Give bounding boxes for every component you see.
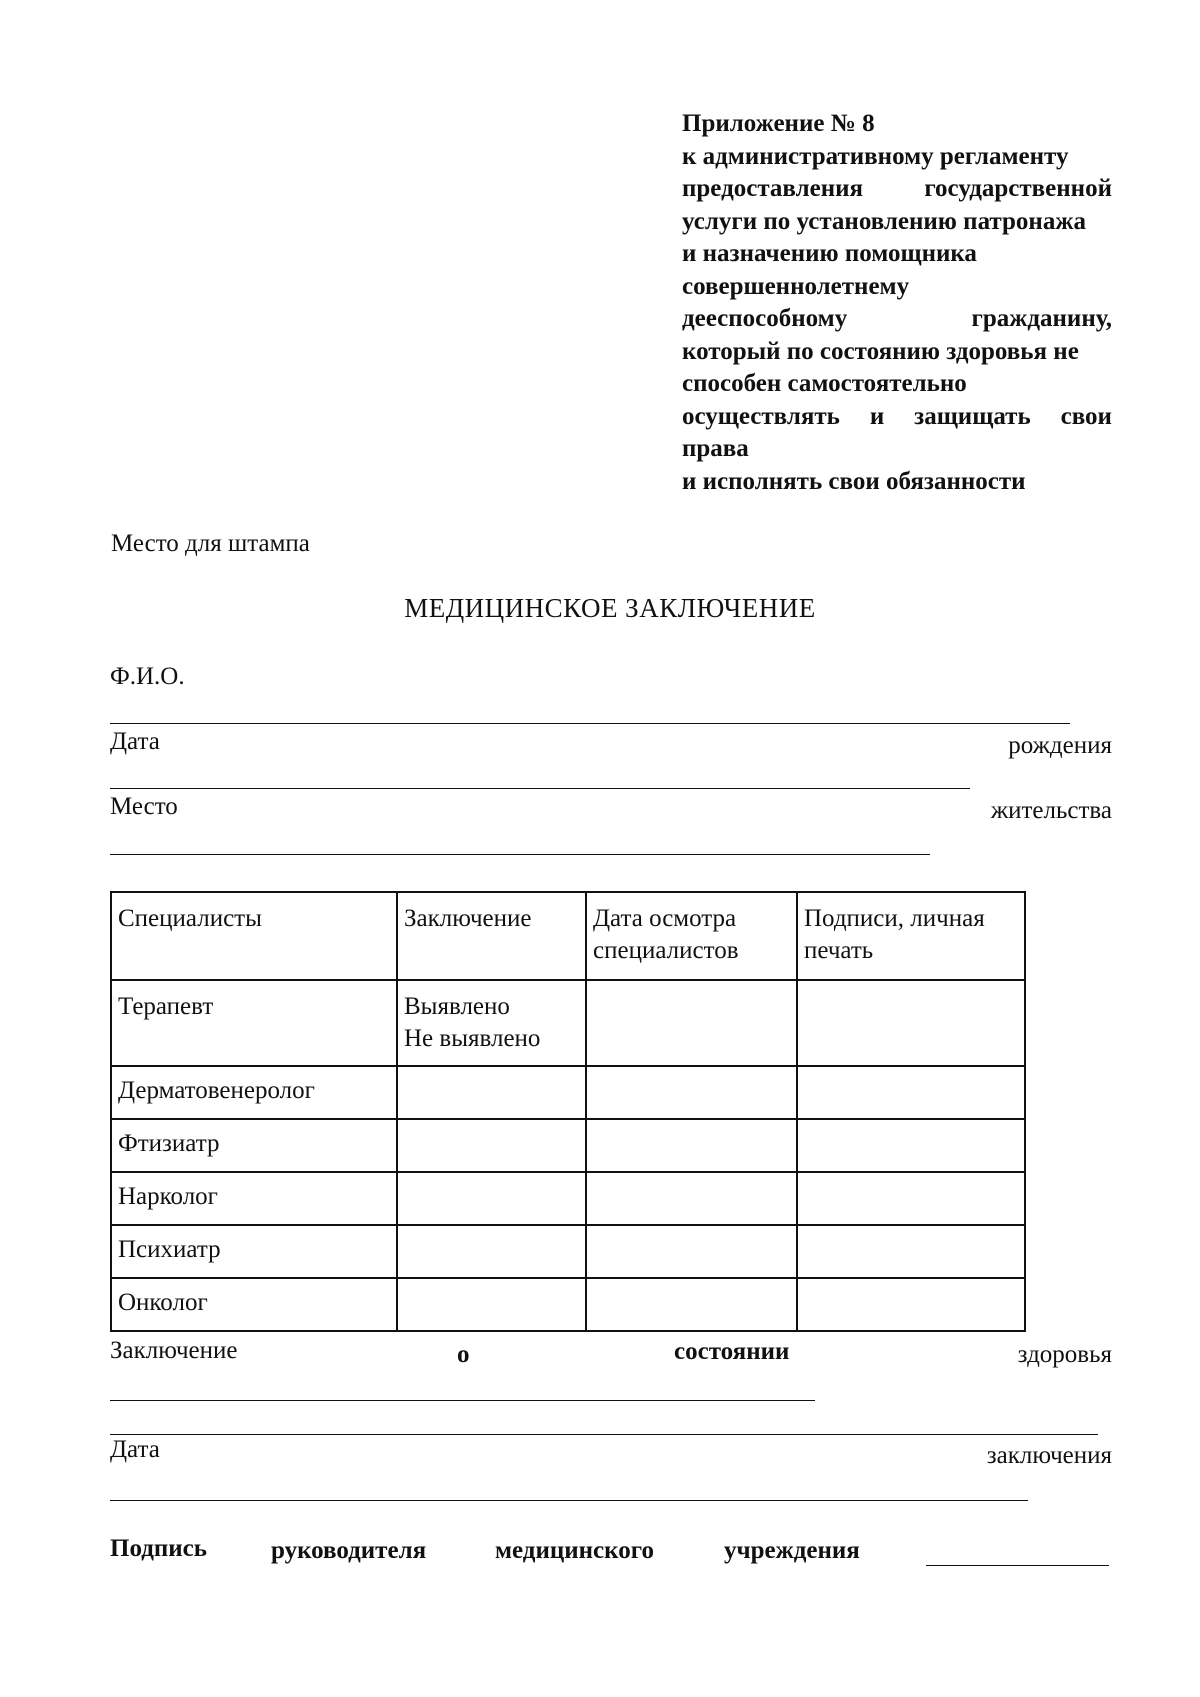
- signature-cell[interactable]: [797, 1278, 1025, 1331]
- specialist-name: Фтизиатр: [111, 1119, 397, 1172]
- table-row: [111, 1119, 1025, 1172]
- specialist-name: Онколог: [111, 1278, 397, 1331]
- signature-line[interactable]: [926, 1565, 1109, 1566]
- conclusion-cell[interactable]: [397, 980, 586, 1066]
- exam-date-cell[interactable]: [586, 1066, 797, 1119]
- annex-line: который по состоянию здоровья не: [682, 337, 1079, 365]
- annex-word: гражданину,: [971, 305, 1112, 332]
- header-signatures: Подписи, личная печать: [797, 892, 1025, 980]
- annex-line: права: [682, 435, 749, 462]
- annex-word: государственной: [924, 175, 1112, 202]
- signature-cell[interactable]: [797, 1172, 1025, 1225]
- signature-word-1: Подпись: [110, 1535, 207, 1562]
- conclusion-cell[interactable]: [397, 1278, 586, 1331]
- annex-line: и назначению помощника: [682, 240, 977, 267]
- exam-date-cell[interactable]: [586, 1278, 797, 1331]
- residence-label-left: Место: [110, 793, 178, 820]
- health-word-about: о: [457, 1341, 470, 1368]
- stamp-label: Место для штампа: [111, 530, 310, 557]
- annex-line: Приложение № 8: [682, 110, 875, 137]
- fio-label: Ф.И.О.: [110, 663, 185, 690]
- annex-word: дееспособному: [682, 305, 848, 332]
- specialists-table: [110, 891, 1026, 1332]
- header-specialists: Специалисты: [111, 892, 397, 980]
- table-row: [111, 1066, 1025, 1119]
- table-header-row: [111, 892, 1025, 980]
- annex-line: [682, 401, 1112, 434]
- page-title: МЕДИЦИНСКОЕ ЗАКЛЮЧЕНИЕ: [404, 593, 816, 623]
- signature-word-3: медицинского: [495, 1537, 654, 1564]
- signature-word-2: руководителя: [271, 1537, 427, 1564]
- health-conclusion-line-2[interactable]: [110, 1434, 1098, 1435]
- annex-line: услуги по установлению патронажа: [682, 207, 1086, 235]
- annex-word: защищать: [914, 402, 1031, 430]
- specialist-name: Дерматовенеролог: [111, 1066, 397, 1119]
- birth-date-label-right: рождения: [1008, 732, 1112, 759]
- annex-word: осуществлять: [682, 402, 840, 430]
- health-word-state: состоянии: [674, 1338, 790, 1365]
- health-conclusion-line-1[interactable]: [110, 1400, 815, 1401]
- annex-line: [682, 173, 1112, 206]
- annex-word: предоставления: [682, 175, 864, 202]
- health-word-health: здоровья: [1017, 1341, 1112, 1368]
- signature-cell[interactable]: [797, 1066, 1025, 1119]
- conclusion-cell[interactable]: [397, 1066, 586, 1119]
- annex-line: способен самостоятельно: [682, 370, 967, 397]
- conclusion-date-line[interactable]: [110, 1500, 1028, 1501]
- residence-line[interactable]: [110, 854, 930, 855]
- header-exam-date: Дата осмотра специалистов: [586, 892, 797, 980]
- conclusion-cell[interactable]: [397, 1172, 586, 1225]
- annex-word: свои: [1060, 402, 1112, 430]
- table-row: [111, 1278, 1025, 1331]
- conclusion-cell[interactable]: [397, 1119, 586, 1172]
- specialist-name: Терапевт: [111, 980, 397, 1066]
- exam-date-cell[interactable]: [586, 1172, 797, 1225]
- exam-date-cell[interactable]: [586, 980, 797, 1066]
- signature-cell[interactable]: [797, 1225, 1025, 1278]
- signature-word-4: учреждения: [724, 1537, 860, 1564]
- conclusion-option-not-detected[interactable]: Не выявлено: [404, 1025, 541, 1052]
- exam-date-cell[interactable]: [586, 1119, 797, 1172]
- annex-line: и исполнять свои обязанности: [682, 467, 1026, 495]
- specialist-name: Нарколог: [111, 1172, 397, 1225]
- fio-line[interactable]: [110, 723, 1070, 724]
- residence-label-right: жительства: [990, 797, 1112, 824]
- signature-cell[interactable]: [797, 1119, 1025, 1172]
- signature-cell[interactable]: [797, 980, 1025, 1066]
- table-row: [111, 980, 1025, 1066]
- conclusion-date-label-right: заключения: [986, 1442, 1112, 1469]
- annex-line: совершеннолетнему: [682, 272, 910, 300]
- annex-block: [682, 108, 1112, 498]
- health-word-conclusion: Заключение: [110, 1337, 238, 1364]
- birth-date-label-left: Дата: [110, 728, 160, 755]
- conclusion-option-detected[interactable]: Выявлено: [404, 993, 510, 1020]
- exam-date-cell[interactable]: [586, 1225, 797, 1278]
- table-row: [111, 1172, 1025, 1225]
- annex-word: и: [869, 402, 885, 430]
- conclusion-cell[interactable]: [397, 1225, 586, 1278]
- specialist-name: Психиатр: [111, 1225, 397, 1278]
- header-conclusion: Заключение: [397, 892, 586, 980]
- annex-line: к административному регламенту: [682, 142, 1069, 170]
- conclusion-date-label-left: Дата: [110, 1436, 160, 1463]
- birth-date-line[interactable]: [110, 788, 970, 789]
- table-row: [111, 1225, 1025, 1278]
- annex-line: [682, 303, 1112, 336]
